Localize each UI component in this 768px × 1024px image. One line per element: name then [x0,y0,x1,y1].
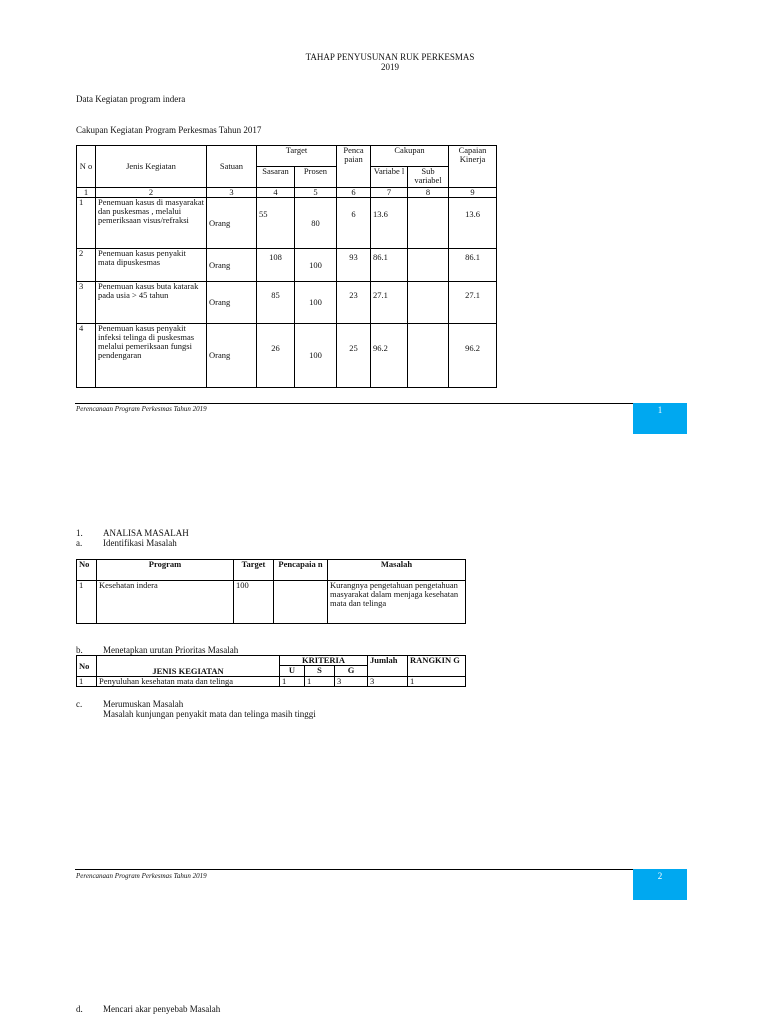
header-s: S [305,666,335,677]
table-row [77,282,497,324]
cell-variabel: 13.6 [371,198,408,249]
cell-no: 1 [77,677,97,687]
cell-jumlah: 3 [368,677,408,687]
cell-no: 1 [77,198,96,249]
col-num: 9 [449,188,497,198]
header-jenis-kegiatan: Jenis Kegiatan [96,146,207,188]
col-num: 5 [295,188,337,198]
cell-pencapaian: 23 [337,282,371,324]
cell-prosen: 100 [295,249,337,282]
table-row [77,324,497,388]
table-row [77,249,497,282]
cell-sub-variabel [408,249,449,282]
cell-target: 100 [234,581,274,624]
cell-variabel: 96.2 [371,324,408,388]
cell-capaian: 86.1 [449,249,497,282]
cell-sub-variabel [408,198,449,249]
header-pencapaian: Penca paian [337,146,371,188]
header-masalah: Masalah [328,560,466,581]
document-title-year: 2019 [381,62,399,72]
header-no: No [77,656,97,677]
col-num: 8 [408,188,449,198]
document-title-line1: TAHAP PENYUSUNAN RUK PERKESMAS [305,52,475,62]
prioritas-masalah-heading: Menetapkan urutan Prioritas Masalah [103,645,239,655]
footer-divider [75,869,687,870]
cell-prosen: 100 [295,282,337,324]
cakupan-table [76,145,497,388]
cell-sasaran: 55 [257,198,295,249]
footer-divider [75,403,687,404]
cell-capaian: 27.1 [449,282,497,324]
cell-g: 3 [335,677,368,687]
cell-sasaran: 108 [257,249,295,282]
col-num: 6 [337,188,371,198]
header-kriteria: KRITERIA [280,656,368,666]
page-footer: Perencanaan Program Perkesmas Tahun 2019 [76,872,207,880]
header-capaian-kinerja: Capaian Kinerja [449,146,497,188]
col-num: 2 [96,188,207,198]
cell-satuan: Orang [207,249,257,282]
table-row [77,581,466,624]
header-program: Program [97,560,234,581]
cell-satuan: Orang [207,198,257,249]
cell-no: 3 [77,282,96,324]
header-variabel: Variabe l [371,167,408,188]
header-target: Target [257,146,337,167]
data-kegiatan-heading: Data Kegiatan program indera [76,94,186,104]
header-prosen: Prosen [295,167,337,188]
page-footer: Perencanaan Program Perkesmas Tahun 2019 [76,405,207,413]
cell-jenis: Penemuan kasus buta katarak pada usia > 45 tahun [96,282,207,324]
cell-capaian: 13.6 [449,198,497,249]
cell-no: 1 [77,581,97,624]
cell-no: 2 [77,249,96,282]
cell-satuan: Orang [207,282,257,324]
header-g: G [335,666,368,677]
masalah-table [76,559,466,624]
cell-pencapaian: 6 [337,198,371,249]
cell-sub-variabel [408,324,449,388]
cell-prosen: 100 [295,324,337,388]
header-sub-variabel: Sub variabel [408,167,449,188]
cell-pencapaian: 25 [337,324,371,388]
header-jenis-kegiatan: JENIS KEGIATAN [97,656,280,677]
col-num: 7 [371,188,408,198]
header-satuan: Satuan [207,146,257,188]
cell-program: Kesehatan indera [97,581,234,624]
header-target: Target [234,560,274,581]
cell-sasaran: 26 [257,324,295,388]
cell-jenis: Penemuan kasus penyakit infeksi telinga di puskesmas melalui pemeriksaan fungsi pendengaran [96,324,207,388]
cell-jenis: Penyuluhan kesehatan mata dan telinga [97,677,280,687]
header-no: No [77,560,97,581]
header-cakupan: Cakupan [371,146,449,167]
cell-pencapaian [274,581,328,624]
cell-variabel: 86.1 [371,249,408,282]
cell-u: 1 [280,677,305,687]
cell-jenis: Penemuan kasus penyakit mata dipuskesmas [96,249,207,282]
cell-capaian: 96.2 [449,324,497,388]
table-row [77,677,466,687]
prioritas-table [76,655,466,687]
merumuskan-masalah-heading: Merumuskan Masalah [103,699,184,709]
analisa-masalah-heading: ANALISA MASALAH [103,528,189,538]
cell-jenis: Penemuan kasus di masyarakat dan puskesmas , melalui pemeriksaan visus/refraksi [96,198,207,249]
cell-masalah: Kurangnya pengetahuan pengetahuan masyarakat dalam menjaga kesehatan mata dan telinga [328,581,466,624]
col-num: 3 [207,188,257,198]
cell-sasaran: 85 [257,282,295,324]
col-num: 1 [77,188,96,198]
header-pencapaian: Pencapaia n [274,560,328,581]
item-d-letter: d. [76,1004,83,1014]
column-number-row [77,188,497,198]
document-title [0,52,768,72]
cell-no: 4 [77,324,96,388]
cell-prosen: 80 [295,198,337,249]
identifikasi-masalah-heading: Identifikasi Masalah [103,538,177,548]
header-jumlah: Jumlah [368,656,408,677]
page-number-badge: 2 [633,869,687,900]
cell-pencapaian: 93 [337,249,371,282]
page-number-badge: 1 [633,403,687,434]
cell-s: 1 [305,677,335,687]
header-no: N o [77,146,96,188]
item-a-letter: a. [76,538,83,548]
header-rangking: RANGKIN G [408,656,466,677]
rumusan-masalah-text: Masalah kunjungan penyakit mata dan telinga masih tinggi [103,709,316,719]
cell-variabel: 27.1 [371,282,408,324]
cell-satuan: Orang [207,324,257,388]
col-num: 4 [257,188,295,198]
cell-rangking: 1 [408,677,466,687]
header-u: U [280,666,305,677]
akar-penyebab-heading: Mencari akar penyebab Masalah [103,1004,221,1014]
cakupan-heading: Cakupan Kegiatan Program Perkesmas Tahun 2017 [76,125,262,135]
item-c-letter: c. [76,699,83,709]
table-row [77,198,497,249]
header-sasaran: Sasaran [257,167,295,188]
cell-sub-variabel [408,282,449,324]
item-1-number: 1. [76,528,83,538]
item-b-letter: b. [76,645,83,655]
